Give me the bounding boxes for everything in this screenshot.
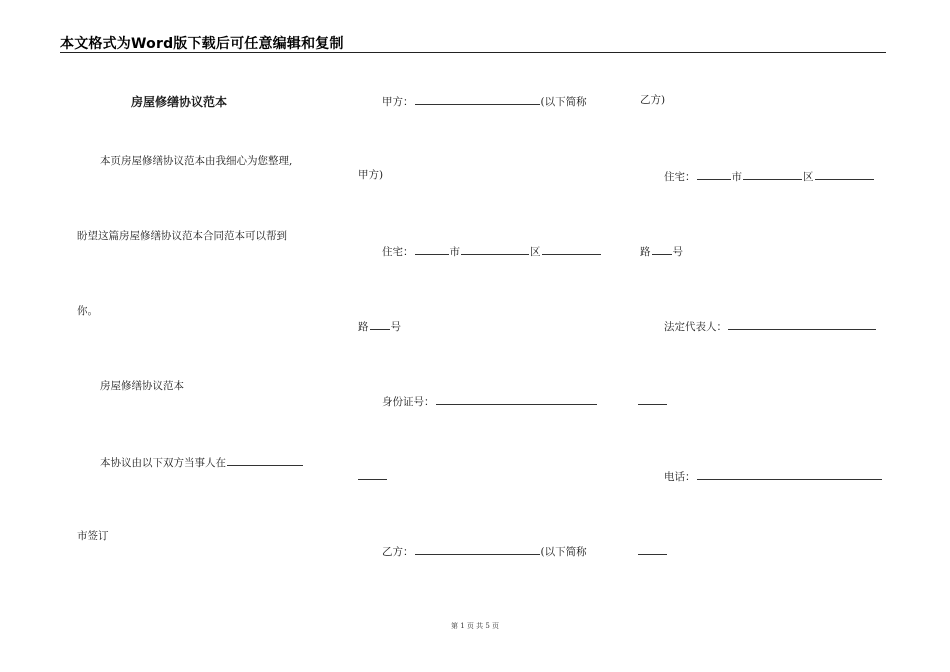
id-number-line [382,393,598,409]
road-label: 路 [358,321,369,333]
header-title: 本文格式为Word版下载后可任意编辑和复制 [60,36,344,52]
legal-rep-continuation-blank [638,393,667,405]
intro-line-1: 本页房屋修缮协议范本由我细心为您整理, [100,155,293,167]
party-b-line [382,543,587,559]
legal-rep-label: 法定代表人： [664,321,727,333]
address-blank-1 [415,243,449,255]
id-number-blank [436,393,597,405]
district-blank [542,243,601,255]
number-label: 号 [390,321,401,333]
party-b-name-continuation-line [638,543,668,559]
party-b-name-continuation-blank [638,543,667,555]
party-a-road-line [358,318,401,334]
road-blank [370,318,390,330]
party-a-short: 甲方) [358,169,384,181]
id-continuation-line [358,468,388,484]
intro-line-2: 盼望这篇房屋修缮协议范本合同范本可以帮到 [77,230,287,242]
document-title: 房屋修缮协议范本 [131,95,228,109]
address-blank-2 [697,168,731,180]
address-label: 住宅： [382,246,414,258]
city-label: 市 [449,246,460,258]
city-blank-2 [743,168,802,180]
road-label-2: 路 [640,246,651,258]
legal-rep-continuation-line [638,393,668,409]
phone-label: 电话： [664,471,696,483]
city-signed-line: 市签订 [77,530,109,542]
party-b-short: 乙方) [640,94,666,106]
address-label-2: 住宅： [664,171,696,183]
party-b-road-line [640,243,683,259]
section-subtitle: 房屋修缮协议范本 [100,380,184,392]
signing-place-blank [227,454,303,466]
party-b-address-line [664,168,875,184]
party-a-suffix: (以下简称 [540,96,587,108]
phone-line [664,468,883,484]
agreement-line [100,454,304,470]
city-label-2: 市 [731,171,742,183]
party-b-suffix: (以下简称 [540,546,587,558]
party-b-label: 乙方： [382,546,414,558]
party-a-line [382,93,587,109]
legal-rep-blank [728,318,876,330]
party-a-name-blank [415,93,540,105]
phone-blank [697,468,882,480]
header-divider [60,52,886,53]
party-a-label: 甲方： [382,96,414,108]
district-label: 区 [530,246,541,258]
party-b-name-blank [415,543,540,555]
agreement-text: 本协议由以下双方当事人在 [100,457,226,469]
road-blank-2 [652,243,672,255]
id-label: 身份证号： [382,396,435,408]
city-blank [461,243,529,255]
party-a-address-line [382,243,602,259]
district-blank-2 [815,168,874,180]
number-label-2: 号 [672,246,683,258]
district-label-2: 区 [803,171,814,183]
intro-line-3: 你。 [77,305,98,317]
id-continuation-blank [358,468,387,480]
legal-rep-line [664,318,877,334]
page-number-footer: 第 1 页 共 5 页 [450,622,500,630]
